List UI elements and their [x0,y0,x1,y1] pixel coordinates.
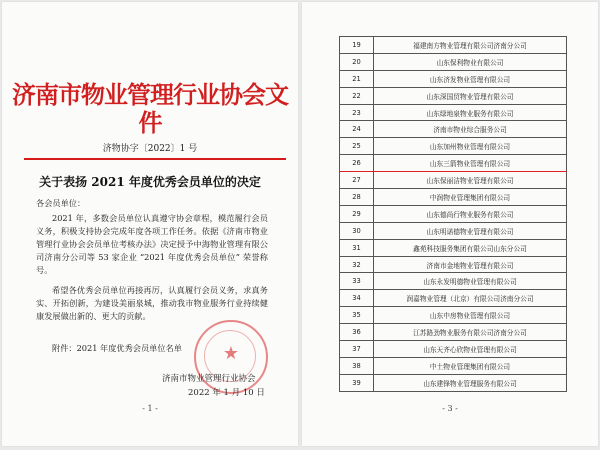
table-row [340,222,567,239]
body-paragraph-1: 2021 年，多数会员单位认真遵守协会章程，模范履行会员义务，积极支持协会完成年度各项工作任务。依据《济南市物业管理行业协会会员单位考核办法》决定授予中海物业管理有限公司济南分公司等 53 家企业 “2021 年度优秀会员单位” 荣誉称号。 [36,213,268,275]
row-number: 37 [340,341,374,358]
company-name: 山东三箭物业管理有限公司 [374,155,567,172]
company-name: 山东天齐心欣物业管理有限公司 [374,341,567,358]
member-list-table [339,36,567,392]
table-row [340,256,567,273]
table-row [340,205,567,222]
company-name: 山东保丽洁物业管理有限公司 [374,172,567,189]
row-number: 27 [340,172,374,189]
company-name: 鑫苑科技服务集团有限公司山东分公司 [374,239,567,256]
company-name: 山东永发明德物业管理有限公司 [374,273,567,290]
row-number: 21 [340,70,374,87]
company-name: 江苏路劲物业服务有限公司济南分公司 [374,324,567,341]
row-number: 31 [340,239,374,256]
company-name: 济南市金地物业管理有限公司 [374,256,567,273]
table-row [340,53,567,70]
company-name: 山东深国贸物业管理有限公司 [374,87,567,104]
company-name: 润嘉物业管理（北京）有限公司济南分公司 [374,290,567,307]
table-row [340,307,567,324]
company-name: 福建南方物业管理有限公司济南分公司 [374,37,567,54]
row-number: 29 [340,205,374,222]
document-title: 济南市物业管理行业协会文件 [12,80,288,137]
table-row [340,290,567,307]
attachment-line: 附件：2021 年度优秀会员单位名单 [52,343,182,353]
table-row [340,357,567,374]
company-name: 中土物业管理集团有限公司 [374,357,567,374]
seal-star-icon: ★ [222,343,240,364]
signature-organization: 济南市物业管理行业协会 [162,374,256,384]
row-number: 23 [340,104,374,121]
row-number: 25 [340,138,374,155]
left-page [2,2,298,446]
row-number: 39 [340,374,374,391]
row-number: 33 [340,273,374,290]
row-number: 26 [340,155,374,172]
row-number: 20 [340,53,374,70]
table-row [340,87,567,104]
company-name: 山东加州物业管理有限公司 [374,138,567,155]
table-row [340,155,567,172]
table-row [340,172,567,189]
table-row [340,121,567,138]
member-list-body [340,37,567,392]
company-name: 山东建锋物业管理服务有限公司 [374,374,567,391]
table-row [340,239,567,256]
table-row [340,374,567,391]
body-paragraph-2: 希望各优秀会员单位再接再厉，认真履行会员义务，求真务实、开拓创新，为建设美丽泉城，推动我市物业服务行业持续健康发展做出新的、更大的贡献。 [36,285,268,321]
row-number: 35 [340,307,374,324]
table-row [340,104,567,121]
company-name: 山东保利物业有限公司 [374,53,567,70]
row-number: 38 [340,357,374,374]
document-number: 济物协字〔2022〕1 号 [102,144,198,154]
row-number: 34 [340,290,374,307]
row-number: 36 [340,324,374,341]
right-page-number: - 3 - [442,404,458,413]
company-name: 中润物业管理集团有限公司 [374,189,567,206]
row-number: 24 [340,121,374,138]
greeting: 各会员单位： [36,198,86,208]
table-row [340,138,567,155]
company-name: 山东绿地泉物业服务有限公司 [374,104,567,121]
table-row [340,189,567,206]
company-name: 济南市物业综合服务公司 [374,121,567,138]
table-row [340,341,567,358]
signature-date: 2022 年 1 月 10 日 [188,388,265,398]
row-number: 32 [340,256,374,273]
table-row [340,273,567,290]
right-page [302,2,598,446]
table-row [340,324,567,341]
row-number: 28 [340,189,374,206]
company-name: 山东济发物业管理有限公司 [374,70,567,87]
row-number: 22 [340,87,374,104]
document-subject: 关于表扬 2021 年度优秀会员单位的决定 [39,175,261,189]
company-name: 山东中房物业管理有限公司 [374,307,567,324]
row-number: 19 [340,37,374,54]
left-page-number: - 1 - [142,404,158,413]
table-row [340,37,567,54]
company-name: 山东德尚行物业服务有限公司 [374,205,567,222]
company-name: 山东明诺德物业管理有限公司 [374,222,567,239]
header-red-rule [24,158,286,160]
table-row [340,70,567,87]
row-number: 30 [340,222,374,239]
